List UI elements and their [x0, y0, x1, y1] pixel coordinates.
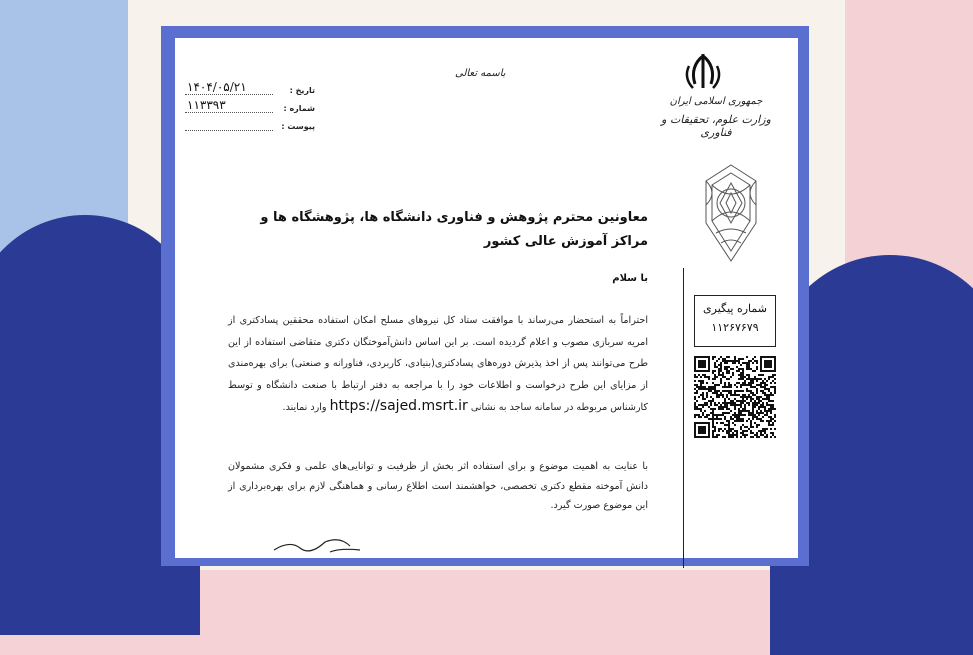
number-value: ۱۱۳۳۹۳: [187, 98, 226, 112]
ministry-line2: وزارت علوم، تحقیقات و فناوری: [661, 113, 771, 139]
sajed-url: https://sajed.msrt.ir: [329, 398, 468, 414]
tracking-value: ۱۱۲۶۷۶۷۹: [711, 321, 759, 334]
tracking-label: شماره پیگیری: [703, 302, 767, 315]
ornament-icon: [696, 163, 766, 263]
qr-code-icon: [694, 356, 776, 438]
number-label: شماره :: [283, 104, 315, 113]
vertical-divider: [683, 268, 684, 568]
number-row: [185, 100, 315, 118]
bismillah: باسمه تعالی: [455, 68, 506, 79]
letter-metadata: [185, 82, 315, 136]
letter-addressee: معاونین محترم پژوهش و فناوری دانشگاه ها، پژوهشگاه ها و مراکز آموزش عالی کشور: [260, 210, 648, 249]
tracking-number-box: [694, 295, 776, 347]
signature-icon: [270, 530, 370, 558]
paragraph-1-ending: وارد نمایند.: [282, 402, 327, 413]
iran-emblem-icon: [678, 52, 728, 92]
letter-paragraph-1: [228, 310, 648, 419]
letter-greeting: با سلام: [612, 273, 648, 284]
ministry-line1: جمهوری اسلامی ایران: [669, 96, 763, 107]
letter-paragraph-2: با عنایت به اهمیت موضوع و برای استفاده اثر بخش از ظرفیت و توانایی‌های علمی و فکری مشمولان دانش آموخته مقطع دکتری تخصصی، خواهشمند است اطلاع رسانی و هماهنگی لازم برای بهره‌برداری از این موضوع صورت گیرد.: [228, 461, 648, 511]
paragraph-1-text: احتراماً به استحضار می‌رساند با موافقت ستاد کل نیروهای مسلح امکان استفاده محققین پسادکتری از امریه سربازی مصوب و اعلام گردیده است. بر این اساس دانش‌آموختگان دکتری متقاضی استفاده از این طرح می‌توانند پس از اخذ پذیرش دوره‌های پسادکتری(بنیادی، کاربردی، فناورانه و صنعتی) برای بهره‌مندی از مزایای این طرح درخواست و اطلاعات خود را با مراجعه به دفتر ارتباط با صنعت دانشگاه و توسط کارشناس مربوطه در سامانه ساجد به نشانی: [228, 315, 648, 413]
official-letter: [175, 38, 798, 558]
date-label: تاریخ :: [289, 86, 315, 95]
ministry-name: [646, 96, 786, 139]
attachment-row: [185, 118, 315, 136]
date-value: ۱۴۰۴/۰۵/۲۱: [187, 80, 247, 94]
attachment-label: پیوست :: [281, 122, 315, 131]
